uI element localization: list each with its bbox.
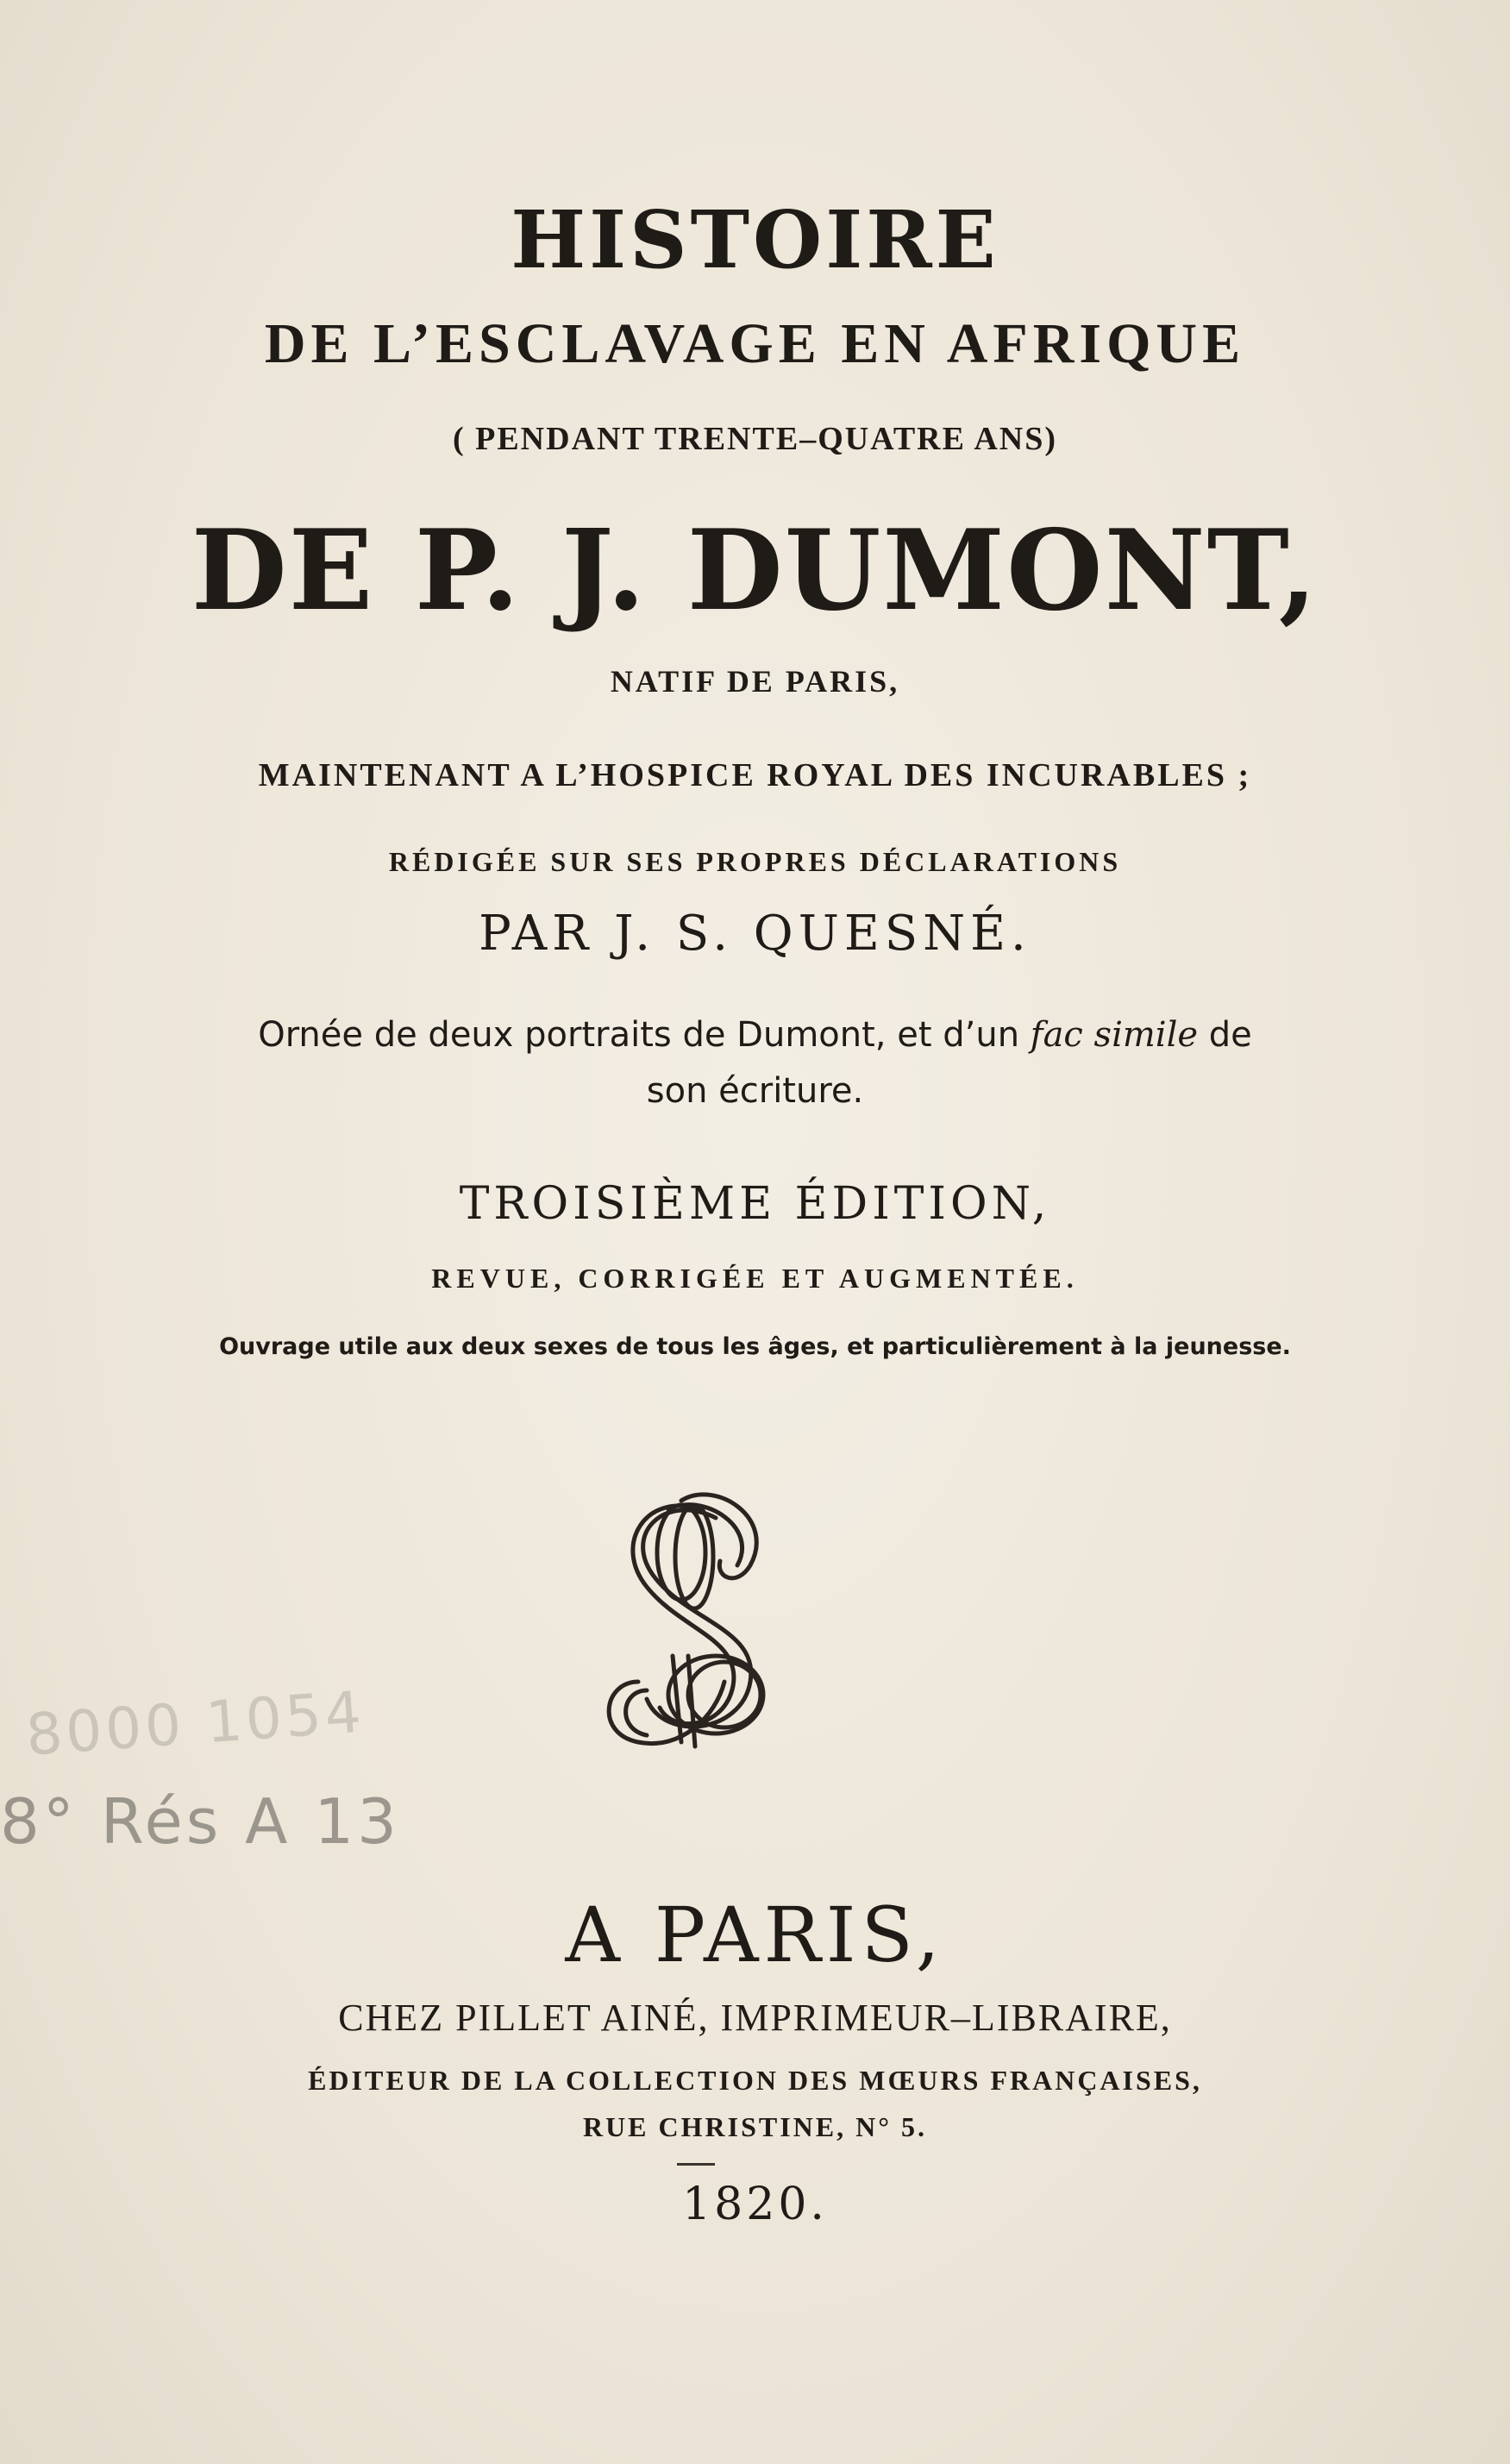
ornaments-italic: fac simile [1030,1015,1199,1055]
ornaments-line-2: son écriture. [646,1071,864,1111]
audience-note: Ouvrage utile aux deux sexes de tous les âges, et particulièrement à la jeunesse. [219,1333,1291,1360]
imprint-publisher: CHEZ PILLET AINÉ, IMPRIMEUR–LIBRAIRE, [338,1997,1172,2039]
title-line-histoire: HISTOIRE [511,193,999,286]
printer-monogram-icon [586,1483,811,1759]
title-line-esclavage: DE L’ESCLAVAGE EN AFRIQUE [264,312,1246,375]
imprint-city: A PARIS, [565,1890,945,1979]
subtitle-duration: ( PENDANT TRENTE–QUATRE ANS) [452,421,1058,457]
imprint-divider [677,2163,715,2166]
redaction-note: RÉDIGÉE SUR SES PROPRES DÉCLARATIONS [388,846,1122,877]
subject-native-place: NATIF DE PARIS, [610,664,900,699]
edition-label: TROISIÈME ÉDITION, [459,1178,1051,1230]
author-line: PAR J. S. QUESNÉ. [479,906,1031,962]
imprint-year: 1820. [682,2179,828,2230]
subject-current-residence: MAINTENANT A L’HOSPICE ROYAL DES INCURABLES ; [258,757,1252,793]
edition-revision: REVUE, CORRIGÉE ET AUGMENTÉE. [431,1263,1079,1294]
shelfmark-faint-number: 8000 1054 [23,1678,367,1769]
imprint-editor: ÉDITEUR DE LA COLLECTION DES MŒURS FRANÇAISES, [308,2065,1202,2096]
imprint-address: RUE CHRISTINE, N° 5. [582,2111,928,2142]
title-line-dumont: DE P. J. DUMONT, [191,506,1319,636]
ornaments-text-after: de [1198,1015,1252,1055]
ornaments-text-before: Ornée de deux portraits de Dumont, et d’un [258,1015,1031,1055]
ornaments-line-1 [0,1015,1510,1055]
shelfmark-handwritten: 8° Rés A 13 [0,1785,400,1858]
